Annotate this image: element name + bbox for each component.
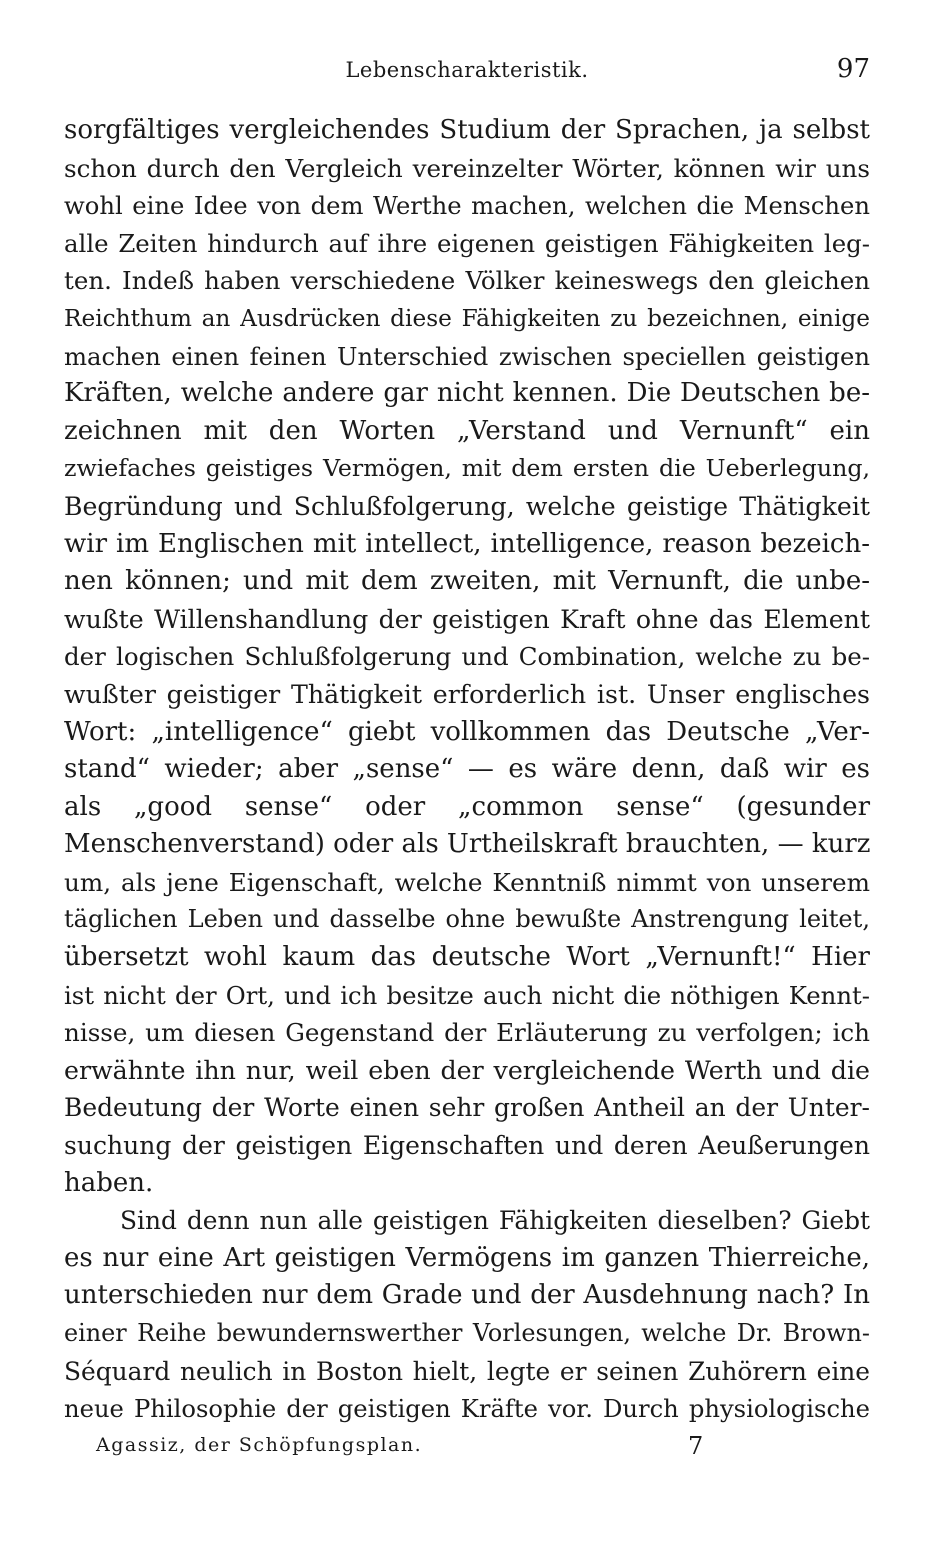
text-line: ten. Indeß haben verschiedene Völker keineswegs den gleichen (64, 266, 870, 296)
page-number: 97 (836, 54, 870, 84)
text-line: unterschieden nur dem Grade und der Ausdehnung nach? In (64, 1280, 870, 1311)
text-line: Menschenverstand) oder als Urtheilskraft brauchten, — kurz (64, 829, 871, 860)
text-line: alle Zeiten hindurch auf ihre eigenen geistigen Fähigkeiten leg- (64, 228, 870, 258)
text-line: erwähnte ihn nur, weil eben der vergleichende Werth und die (64, 1055, 870, 1085)
text-line: ist nicht der Ort, und ich besitze auch nicht die nöthigen Kennt- (64, 980, 870, 1010)
text-line: zwiefaches geistiges Vermögen, mit dem ersten die Ueberlegung, (64, 454, 870, 483)
text-line: Begründung und Schlußfolgerung, welche geistige Thätigkeit (64, 491, 870, 521)
text-line: täglichen Leben und dasselbe ohne bewußte Anstrengung leitet, (64, 905, 870, 934)
running-head: Lebenscharakteristik. (345, 58, 589, 82)
text-line: einer Reihe bewundernswerther Vorlesungen, welche Dr. Brown- (64, 1319, 870, 1347)
text-line: sorgfältiges vergleichendes Studium der Sprachen, ja selbst (64, 115, 870, 145)
text-line: übersetzt wohl kaum das deutsche Wort „Vernunft!“ Hier (64, 942, 870, 973)
text-line: suchung der geistigen Eigenschaften und deren Aeußerungen (64, 1131, 870, 1161)
text-line: zeichnen mit den Worten „Verstand und Vernunft“ ein (64, 415, 870, 446)
text-line: Kräften, welche andere gar nicht kennen. Die Deutschen be- (64, 378, 870, 409)
text-line: als „good sense“ oder „common sense“ (gesunder (64, 791, 870, 822)
text-line: wußte Willenshandlung der geistigen Kraft ohne das Element (64, 604, 870, 634)
text-line: es nur eine Art geistigen Vermögens im ganzen Thierreiche, (64, 1242, 870, 1273)
text-line: der logischen Schlußfolgerung und Combination, welche zu be- (64, 642, 870, 672)
sheet-number: 7 (688, 1432, 704, 1460)
paragraph-end-line: haben. (64, 1167, 154, 1198)
text-line: schon durch den Vergleich vereinzelter Wörter, können wir uns (64, 153, 870, 183)
text-line: Wort: „intelligence“ giebt vollkommen das Deutsche „Ver- (64, 716, 870, 747)
text-line: Séquard neulich in Boston hielt, legte er seinen Zuhörern eine (64, 1356, 870, 1386)
paragraph-start-line: Sind denn nun alle geistigen Fähigkeiten dieselben? Giebt (120, 1206, 870, 1236)
text-line: nisse, um diesen Gegenstand der Erläuterung zu verfolgen; ich (64, 1018, 870, 1048)
page-footer (96, 1432, 716, 1464)
body-text (64, 112, 870, 1428)
text-line: Bedeutung der Worte einen sehr großen Antheil an der Unter- (64, 1093, 870, 1123)
page-header (64, 52, 870, 92)
text-line: wohl eine Idee von dem Werthe machen, welchen die Menschen (64, 191, 870, 221)
text-line: neue Philosophie der geistigen Kräfte vor. Durch physiologische (64, 1394, 870, 1424)
text-line: wußter geistiger Thätigkeit erforderlich ist. Unser englisches (64, 679, 870, 709)
printer-signature: Agassiz, der Schöpfungsplan. (96, 1434, 423, 1456)
text-line: um, als jene Eigenschaft, welche Kenntniß nimmt von unserem (64, 867, 870, 897)
text-line: Reichthum an Ausdrücken diese Fähigkeiten zu bezeichnen, einige (64, 304, 870, 332)
text-line: wir im Englischen mit intellect, intelligence, reason bezeich- (64, 528, 870, 559)
text-line: stand“ wieder; aber „sense“ — es wäre denn, daß wir es (64, 754, 870, 785)
text-line: nen können; und mit dem zweiten, mit Vernunft, die unbe- (64, 566, 870, 597)
text-line: machen einen feinen Unterschied zwischen speciellen geistigen (64, 341, 870, 371)
